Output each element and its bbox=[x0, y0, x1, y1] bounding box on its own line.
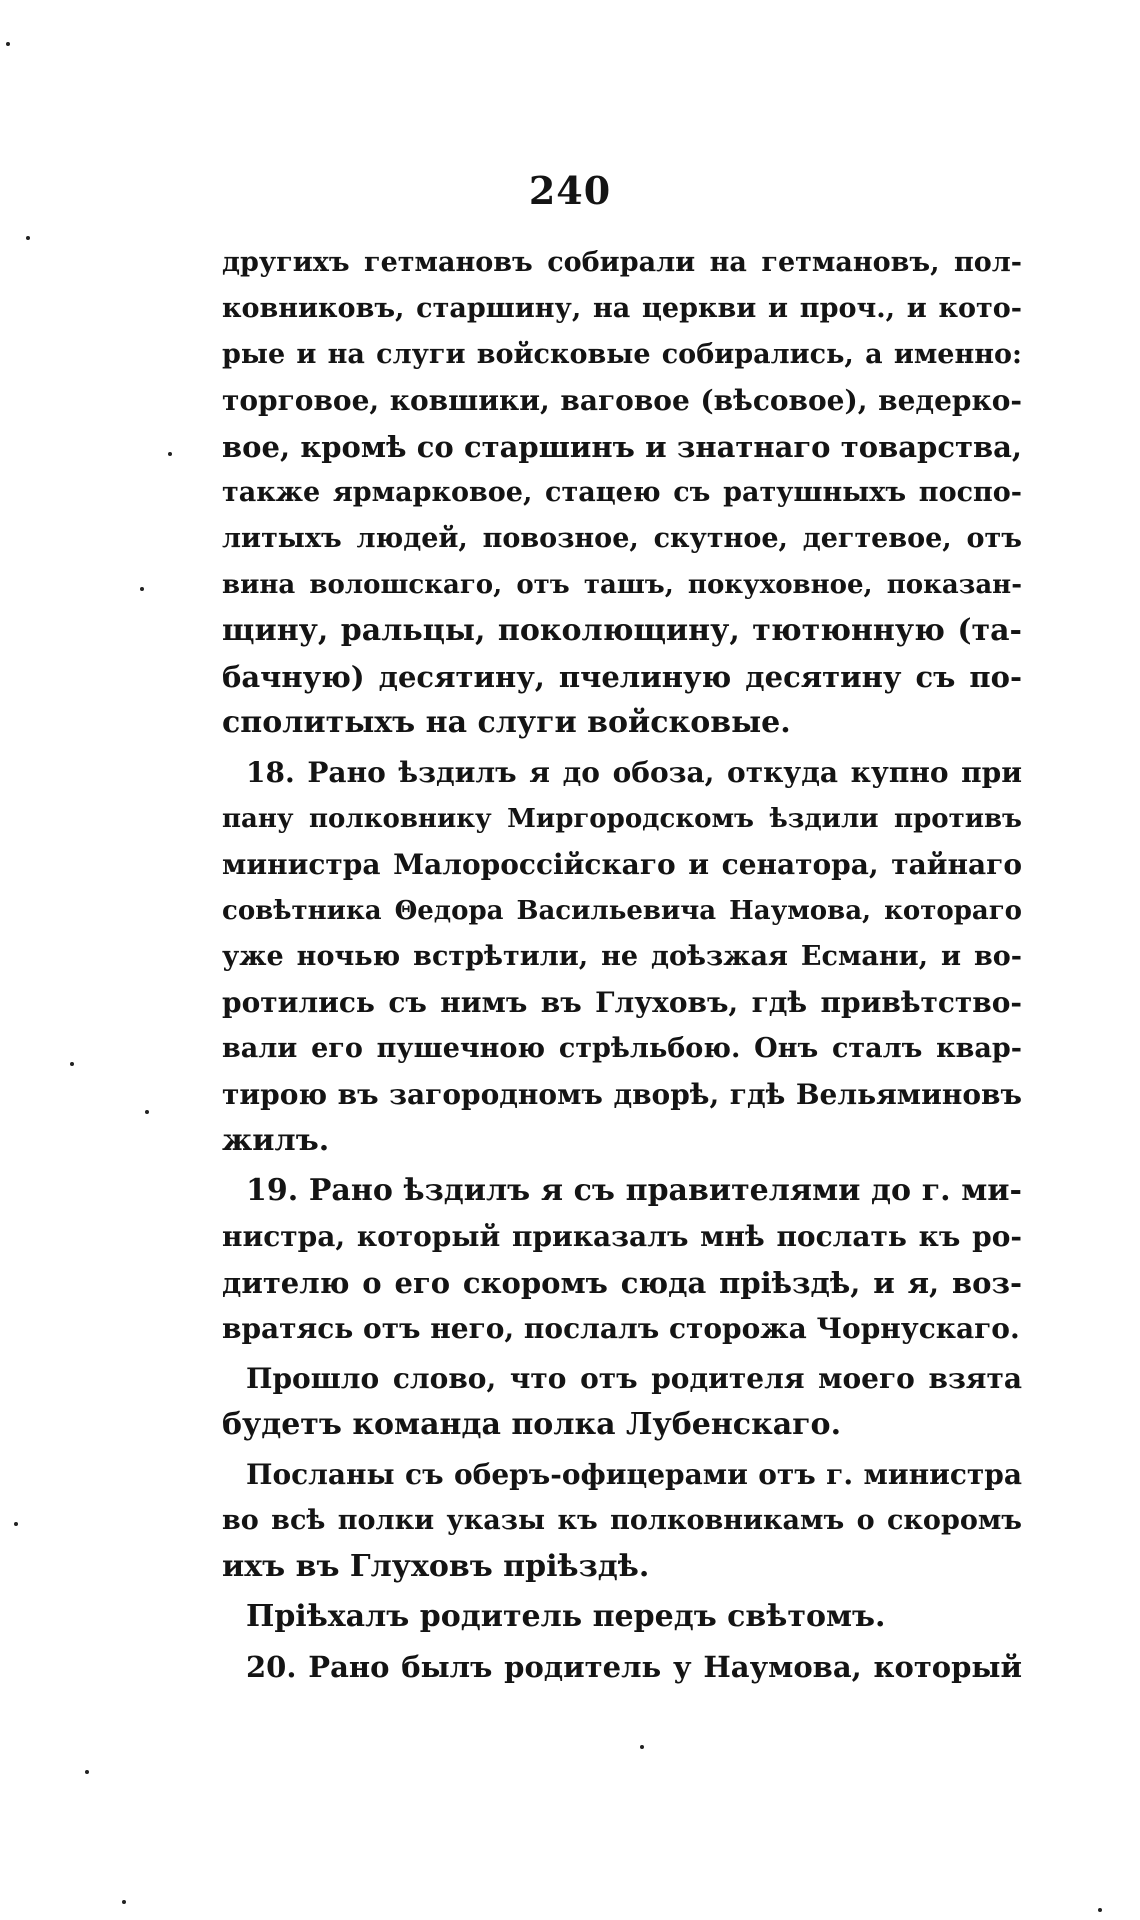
text-line: вали его пушечною стрѣльбою. Онъ сталъ квар- bbox=[222, 1033, 1022, 1064]
text-line: бачную) десятину, пчелиную десятину съ по- bbox=[222, 660, 1022, 694]
text-line: сполитыхъ на слуги войсковые. bbox=[222, 705, 791, 740]
paragraph bbox=[222, 1594, 1022, 1640]
text-line: 20. Рано былъ родитель у Наумова, который bbox=[246, 1650, 1022, 1684]
text-line: во всѣ полки указы къ полковникамъ о скоромъ bbox=[222, 1505, 1022, 1536]
page-text bbox=[222, 240, 1022, 1690]
text-line: жилъ. bbox=[222, 1123, 330, 1158]
text-line: Посланы съ оберъ-офицерами отъ г. министра bbox=[246, 1458, 1022, 1491]
text-line: литыхъ людей, повозное, скутное, дегтевое, отъ bbox=[222, 523, 1022, 554]
text-line: тирою въ загородномъ дворѣ, гдѣ Вельяминовъ bbox=[222, 1078, 1022, 1111]
text-line: министра Малороссійскаго и сенатора, тайнаго bbox=[222, 848, 1022, 881]
text-line: торговое, ковшики, ваговое (вѣсовое), ведерко- bbox=[222, 384, 1022, 417]
paragraph bbox=[222, 1168, 1022, 1352]
text-line: нистра, который приказалъ мнѣ послать къ ро- bbox=[222, 1220, 1022, 1253]
text-line: дителю о его скоромъ сюда пріѣздѣ, и я, воз- bbox=[222, 1266, 1022, 1300]
text-line: совѣтника Θедора Васильевича Наумова, котораго bbox=[222, 896, 1022, 926]
paragraph bbox=[222, 1452, 1022, 1590]
paragraph bbox=[222, 1356, 1022, 1448]
text-line: другихъ гетмановъ собирали на гетмановъ, пол- bbox=[222, 247, 1022, 278]
page-number: 240 bbox=[528, 168, 612, 213]
paragraph bbox=[222, 1644, 1022, 1690]
text-line: рые и на слуги войсковые собирались, а именно: bbox=[222, 339, 1022, 370]
text-line: будетъ команда полка Лубенскаго. bbox=[222, 1407, 842, 1442]
text-line: вратясь отъ него, послалъ сторожа Чорнускаго. bbox=[222, 1312, 1020, 1345]
text-line: вина волошскаго, отъ ташъ, покуховное, показан- bbox=[222, 570, 1022, 600]
paragraph bbox=[222, 750, 1022, 1164]
text-line: уже ночью встрѣтили, не доѣзжая Есмани, и во- bbox=[222, 941, 1022, 972]
text-line: вое, кромѣ со старшинъ и знатнаго товарства, bbox=[222, 430, 1022, 464]
text-line: ковниковъ, старшину, на церкви и проч., и кото- bbox=[222, 293, 1022, 324]
text-line: 18. Рано ѣздилъ я до обоза, откуда купно при bbox=[246, 756, 1022, 789]
text-line: Пріѣхалъ родитель передъ свѣтомъ. bbox=[246, 1599, 886, 1634]
text-line: Прошло слово, что отъ родителя моего взята bbox=[246, 1362, 1022, 1395]
text-line: ихъ въ Глуховъ пріѣздѣ. bbox=[222, 1549, 650, 1584]
text-line: также ярмарковое, стацею съ ратушныхъ поспо- bbox=[222, 477, 1022, 508]
paragraph bbox=[222, 240, 1022, 746]
text-line: 19. Рано ѣздилъ я съ правителями до г. ми- bbox=[246, 1173, 1022, 1208]
text-line: щину, ральцы, поколющину, тютюнную (та- bbox=[222, 613, 1022, 648]
text-line: ротились съ нимъ въ Глуховъ, гдѣ привѣтство- bbox=[222, 986, 1022, 1019]
text-line: пану полковнику Миргородскомъ ѣздили противъ bbox=[222, 804, 1022, 834]
